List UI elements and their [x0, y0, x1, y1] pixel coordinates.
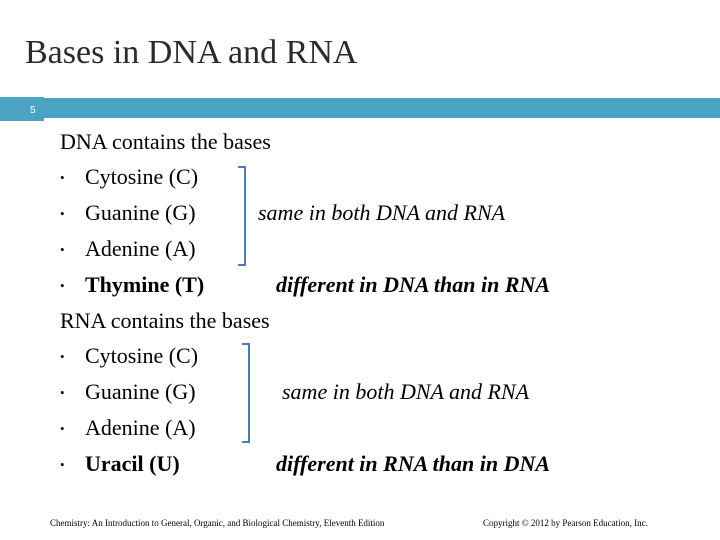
slide-number-bar [0, 97, 44, 121]
rna-base-cytosine: Cytosine (C) [85, 343, 199, 368]
rna-heading: RNA contains the bases [60, 308, 270, 333]
rna-base-guanine: Guanine (G) [85, 379, 196, 404]
rna-brace [242, 343, 250, 443]
dna-brace [238, 166, 246, 266]
dna-same-note: same in both DNA and RNA [258, 200, 506, 225]
header-accent-bar [44, 98, 720, 118]
dna-base-guanine: Guanine (G) [85, 200, 196, 225]
dna-base-thymine: Thymine (T) [85, 272, 205, 297]
rna-base-uracil: Uracil (U) [85, 451, 180, 476]
page-title: Bases in DNA and RNA [25, 34, 358, 71]
bullet-icon: • [60, 385, 65, 400]
dna-heading: DNA contains the bases [60, 129, 271, 154]
footer-copyright: Copyright © 2012 by Pearson Education, Inc. [483, 518, 648, 528]
rna-diff-note: different in RNA than in DNA [276, 451, 551, 476]
bullet-icon: • [60, 170, 65, 185]
dna-diff-note: different in DNA than in RNA [276, 272, 551, 297]
dna-base-adenine: Adenine (A) [85, 236, 196, 261]
bullet-icon: • [60, 278, 65, 293]
dna-base-cytosine: Cytosine (C) [85, 164, 199, 189]
bullet-icon: • [60, 457, 65, 472]
slide-number: 5 [30, 105, 36, 116]
bullet-icon: • [60, 242, 65, 257]
rna-base-adenine: Adenine (A) [85, 415, 196, 440]
bullet-icon: • [60, 349, 65, 364]
bullet-icon: • [60, 206, 65, 221]
rna-same-note: same in both DNA and RNA [282, 379, 530, 404]
footer-book-title: Chemistry: An Introduction to General, Organic, and Biological Chemistry, Eleventh Edition [50, 518, 385, 528]
bullet-icon: • [60, 421, 65, 436]
